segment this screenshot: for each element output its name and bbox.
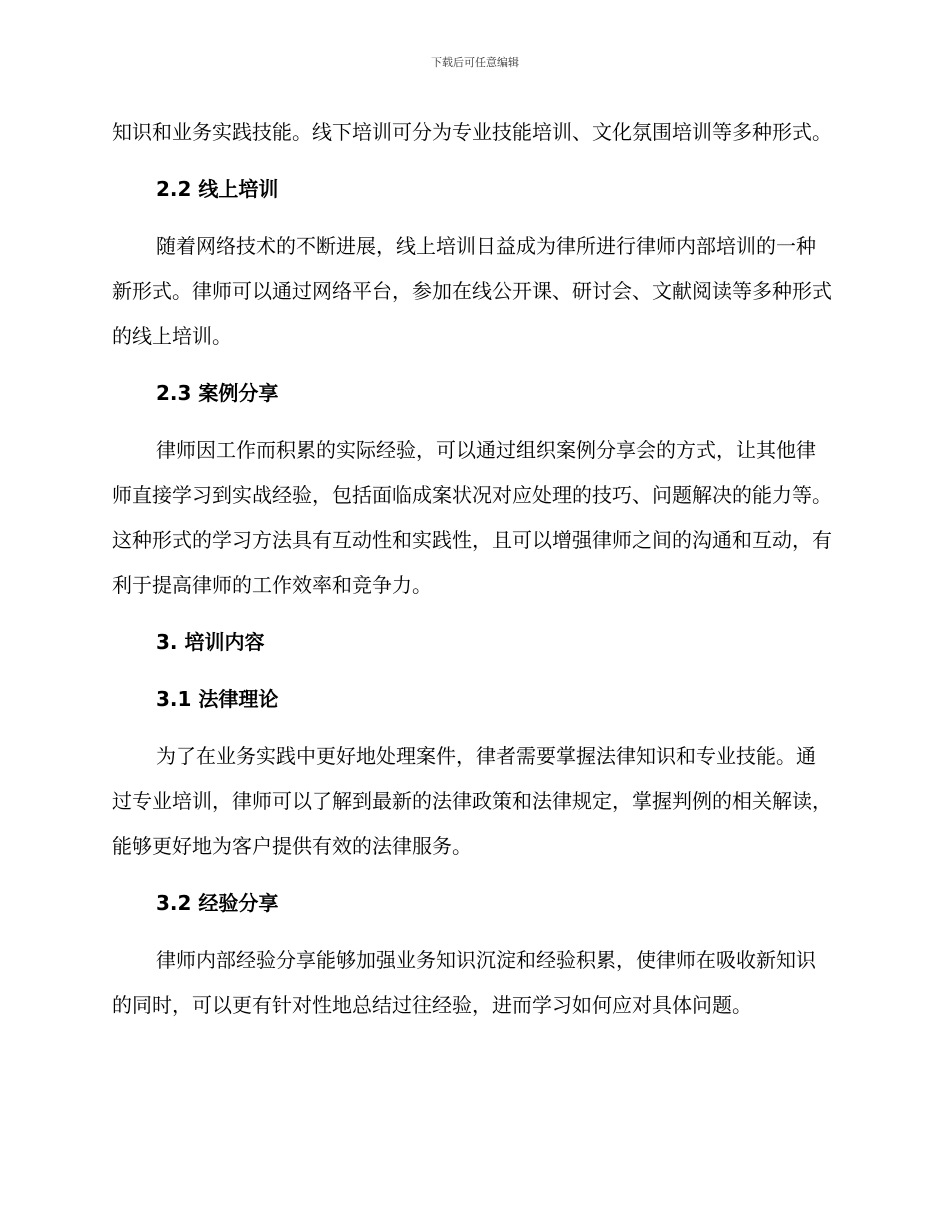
document-body (112, 110, 832, 1028)
paragraph-case-sharing: 律师因工作而积累的实际经验，可以通过组织案例分享会的方式，让其他律师直接学习到实战经验，包括面临成案状况对应处理的技巧、问题解决的能力等。这种形式的学习方法具有互动性和实践性，且可以增强律师之间的沟通和互动，有利于提高律师的工作效率和竞争力。 (112, 438, 832, 597)
heading-training-content: 3. 培训内容 (156, 630, 265, 654)
paragraph-experience-sharing: 律师内部经验分享能够加强业务知识沉淀和经验积累，使律师在吸收新知识的同时，可以更有针对性地总结过往经验，进而学习如何应对具体问题。 (112, 948, 816, 1017)
heading-experience-sharing: 3.2 经验分享 (156, 891, 279, 915)
heading-case-sharing: 2.3 案例分享 (156, 381, 279, 405)
paragraph-offline-training-continued: 知识和业务实践技能。线下培训可分为专业技能培训、文化氛围培训等多种形式。 (112, 120, 832, 144)
heading-online-training: 2.2 线上培训 (156, 177, 279, 201)
heading-legal-theory: 3.1 法律理论 (156, 687, 279, 711)
paragraph-online-training: 随着网络技术的不断进展，线上培训日益成为律所进行律师内部培训的一种新形式。律师可以通过网络平台，参加在线公开课、研讨会、文献阅读等多种形式的线上培训。 (112, 234, 832, 348)
paragraph-legal-theory: 为了在业务实践中更好地处理案件，律者需要掌握法律知识和专业技能。通过专业培训，律师可以了解到最新的法律政策和法律规定，掌握判例的相关解读，能够更好地为客户提供有效的法律服务。 (112, 744, 832, 858)
page-header: 下载后可任意编辑 (431, 56, 519, 69)
